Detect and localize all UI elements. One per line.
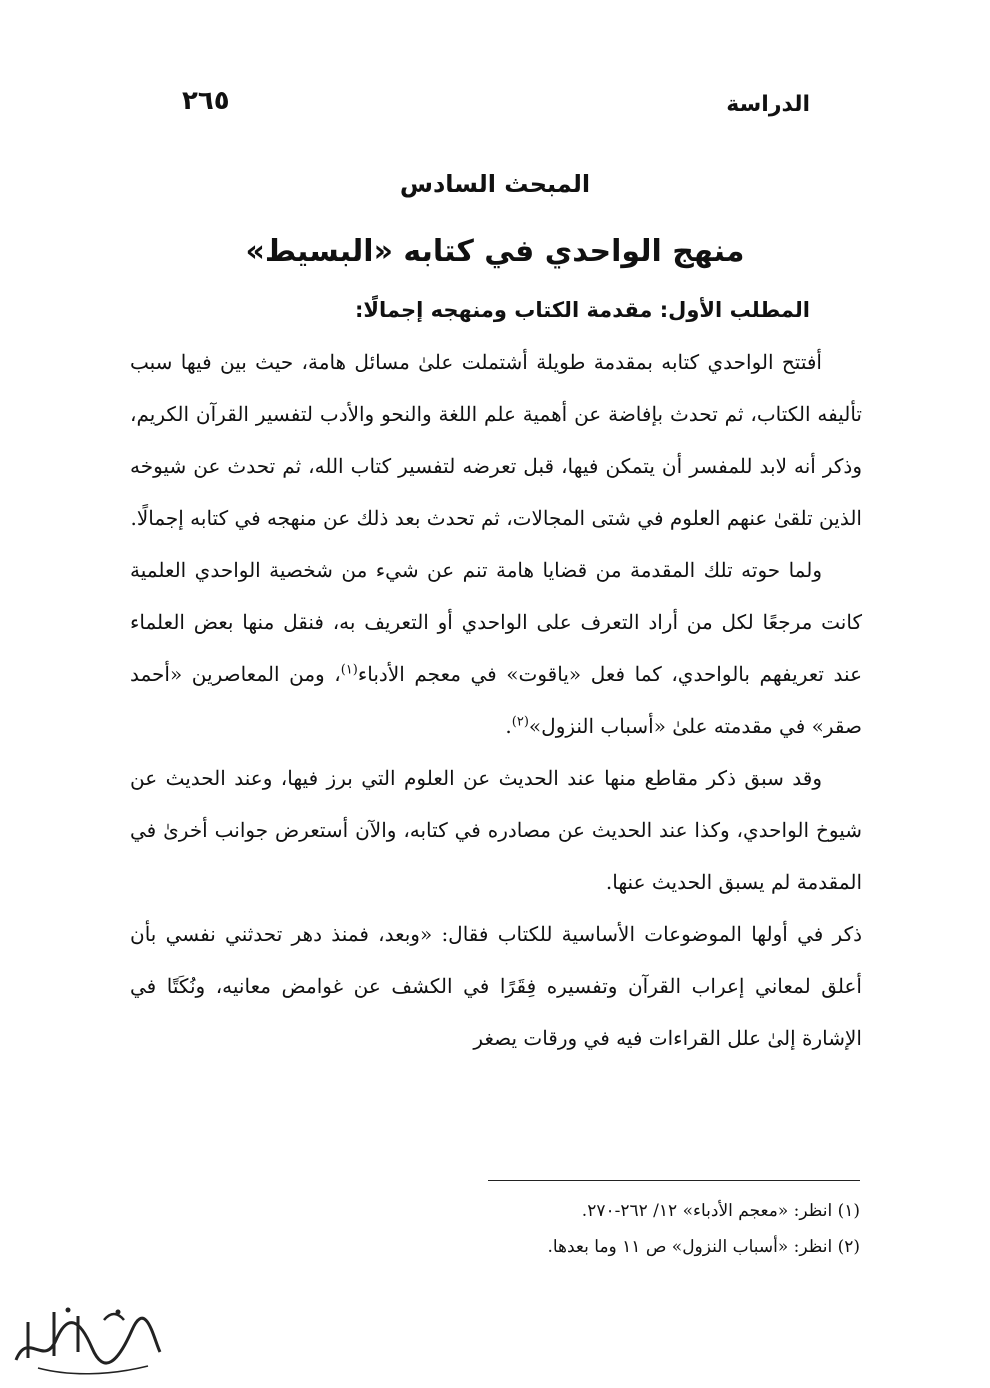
page-number: ٢٦٥ xyxy=(182,86,230,116)
footnote-ref-1[interactable]: (١) xyxy=(340,662,358,678)
paragraph-2-part-2: ، ومن المعاصرين «أحمد صقر» في مقدمته علىٰ «أسباب النزول» xyxy=(130,662,862,738)
paragraph-2-part-3: . xyxy=(505,714,512,738)
footnote-divider xyxy=(488,1180,860,1181)
library-calligraphy-logo-icon xyxy=(8,1290,168,1380)
section-title: منهج الواحدي في كتابه «البسيط» xyxy=(245,234,745,269)
running-head: الدراسة xyxy=(726,92,810,117)
footnotes xyxy=(340,1193,860,1265)
paragraph-2-part-1: ولما حوته تلك المقدمة من قضايا هامة تنم عن شيء من شخصية الواحدي العلمية كانت مرجعًا لكل من أراد التعرف على الواحدي أو التعريف به، فنقل منها بعض العلماء عند تعريفهم بالواحدي، كما فعل «ياقوت» في معجم الأدباء xyxy=(130,558,862,686)
body-text xyxy=(130,336,862,1064)
footnote-2: (٢) انظر: «أسباب النزول» ص ١١ وما بعدها. xyxy=(547,1237,860,1257)
paragraph-1: أفتتح الواحدي كتابه بمقدمة طويلة أشتملت علىٰ مسائل هامة، حيث بين فيها سبب تأليفه الكتاب، ثم تحدث بإفاضة عن أهمية علم اللغة والنحو والأدب لتفسير القرآن الكريم، وذكر أنه لابد للمفسر أن يتمكن فيها، قبل تعرضه لتفسير كتاب الله، ثم تحدث عن شيوخه الذين تلقىٰ عنهم العلوم في شتى المجالات، ثم تحدث بعد ذلك عن منهجه في كتابه إجمالًا. xyxy=(130,350,862,530)
paragraph-2 xyxy=(130,544,862,752)
footnote-1: (١) انظر: «معجم الأدباء» ١٢/ ٢٦٢-٢٧٠. xyxy=(581,1201,860,1221)
footnote-ref-2[interactable]: (٢) xyxy=(511,714,529,730)
paragraph-4: ذكر في أولها الموضوعات الأساسية للكتاب فقال: «وبعد، فمنذ دهر تحدثني نفسي بأن أعلق لمعاني إعراب القرآن وتفسيره فِقَرًا في الكشف عن غوامض معانيه، ونُكَتًا في الإشارة إلىٰ علل القراءات فيه في ورقات يصغر xyxy=(130,922,862,1050)
page-header xyxy=(0,86,990,126)
subsection-title: المطلب الأول: مقدمة الكتاب ومنهجه إجمالًا: xyxy=(354,298,810,322)
paragraph-3: وقد سبق ذكر مقاطع منها عند الحديث عن العلوم التي برز فيها، وعند الحديث عن شيوخ الواحدي، وكذا عند الحديث عن مصادره في كتابه، والآن أستعرض جوانب أخرىٰ في المقدمة لم يسبق الحديث عنها. xyxy=(130,766,862,894)
chapter-title: المبحث السادس xyxy=(399,170,591,198)
